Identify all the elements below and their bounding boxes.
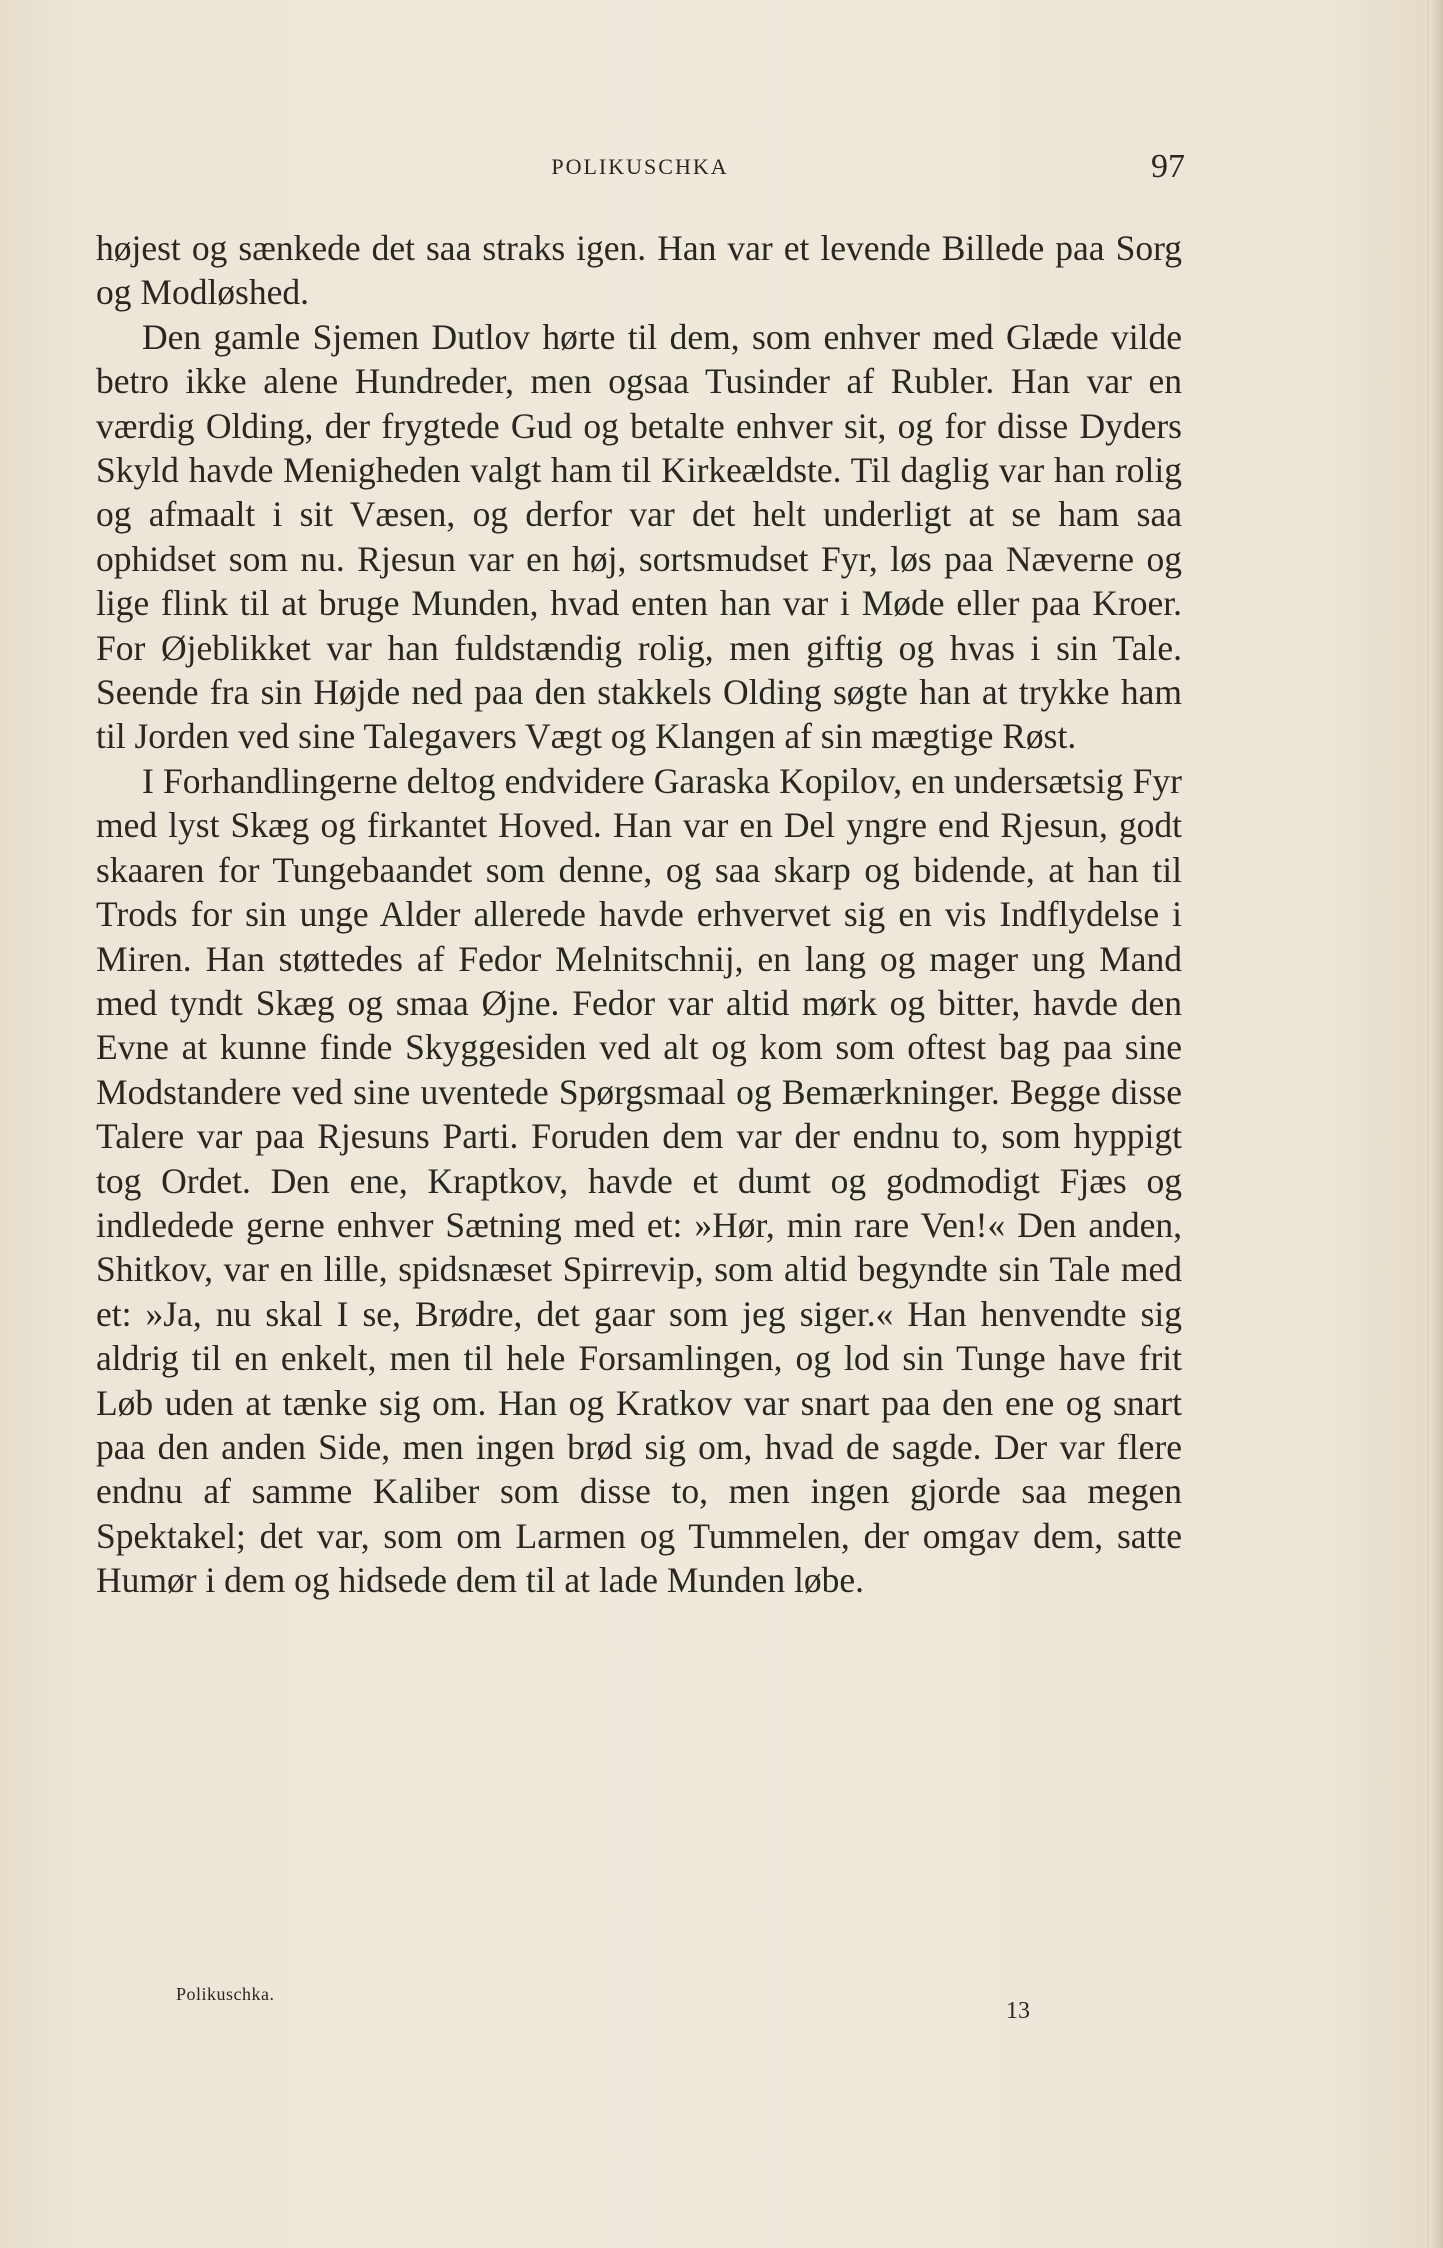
page-number: 97 [1151,148,1185,185]
running-title: POLIKUSCHKA [551,154,729,179]
body-text [96,226,1182,1603]
paragraph: Den gamle Sjemen Dutlov hørte til dem, som enhver med Glæde vilde betro ikke alene Hundreder, men ogsaa Tusinder af Rubler. Han var en værdig Olding, der frygtede Gud og betalte enhver sit, og for disse Dyders Skyld havde Menigheden valgt ham til Kirkeældste. Til daglig var han rolig og afmaalt i sit Væsen, og derfor var det helt underligt at se ham saa ophidset som nu. Rjesun var en høj, sortsmudset Fyr, løs paa Næverne og lige flink til at bruge Munden, hvad enten han var i Møde eller paa Kroer. For Øjeblikket var han fuldstændig rolig, men giftig og hvas i sin Tale. Seende fra sin Højde ned paa den stakkels Olding søgte han at trykke ham til Jorden ved sine Talegavers Vægt og Klangen af sin mægtige Røst. [96,316,1182,757]
signature-mark: Polikuschka. [176,1984,275,2004]
running-head [95,148,1185,188]
sheet-number: 13 [1006,1998,1030,2024]
paragraph: I Forhandlingerne deltog endvidere Garaska Kopilov, en undersætsig Fyr med lyst Skæg og firkantet Hoved. Han var en Del yngre end Rjesun, godt skaaren for Tungebaandet som denne, og saa skarp og bidende, at han til Trods for sin unge Alder allerede havde erhvervet sig en vis Indflydelse i Miren. Han støttedes af Fedor Melnitschnij, en lang og mager ung Mand med tyndt Skæg og smaa Øjne. Fedor var altid mørk og bitter, havde den Evne at kunne finde Skyggesiden ved alt og kom som oftest bag paa sine Modstandere ved sine uventede Spørgsmaal og Bemærkninger. Begge disse Talere var paa Rjesuns Parti. Foruden dem var der endnu to, som hyppigt tog Ordet. Den ene, Kraptkov, havde et dumt og godmodigt Fjæs og indledede gerne enhver Sætning med et: »Hør, min rare Ven!« Den anden, Shitkov, var en lille, spidsnæset Spirrevip, som altid begyndte sin Tale med et: »Ja, nu skal I se, Brødre, det gaar som jeg siger.« Han henvendte sig aldrig til en enkelt, men til hele Forsamlingen, og lod sin Tunge have frit Løb uden at tænke sig om. Han og Kratkov var snart paa den ene og snart paa den anden Side, men ingen brød sig om, hvad de sagde. Der var flere endnu af samme Kaliber som disse to, men ingen gjorde saa megen Spektakel; det var, som om Larmen og Tummelen, der omgav dem, satte Humør i dem og hidsede dem til at lade Munden løbe. [96,760,1182,1601]
page-edge [1428,0,1443,2248]
paragraph: højest og sænkede det saa straks igen. Han var et levende Billede paa Sorg og Modløshed. [96,228,1182,313]
page-footer [96,1980,1182,2040]
